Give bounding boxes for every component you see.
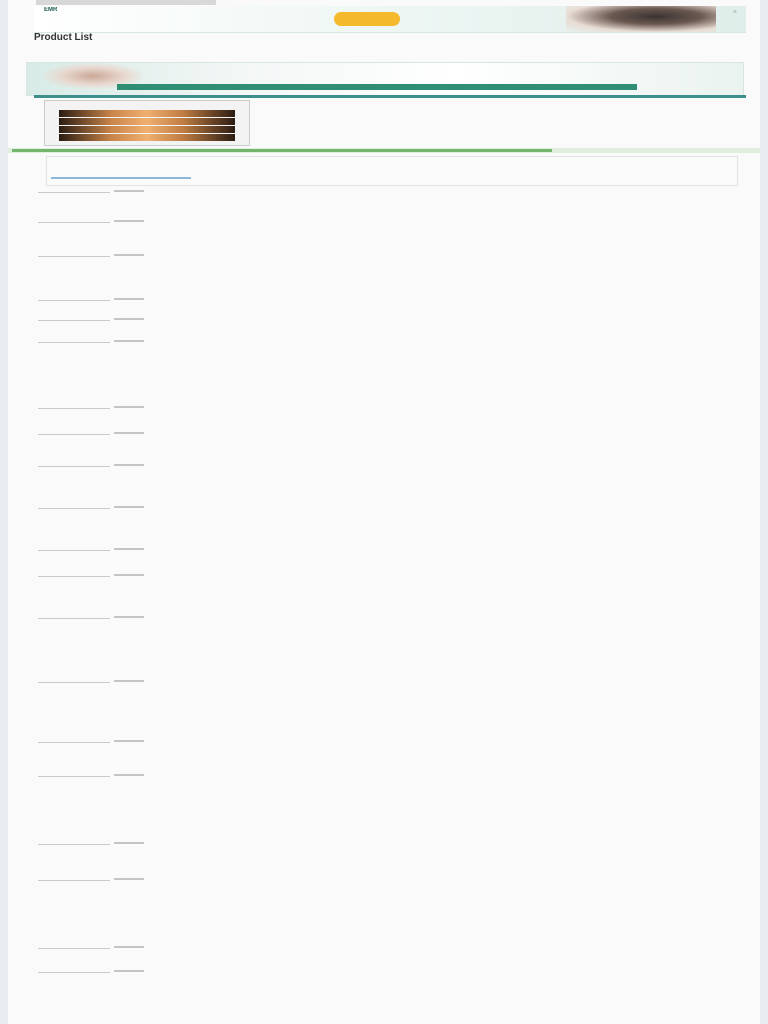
item-description bbox=[138, 942, 728, 960]
item-description bbox=[138, 428, 728, 458]
product-list bbox=[34, 186, 746, 1024]
banner-title bbox=[155, 69, 585, 83]
list-item[interactable] bbox=[34, 428, 746, 458]
search-panel[interactable] bbox=[46, 156, 738, 186]
list-item[interactable] bbox=[34, 294, 746, 312]
list-item[interactable] bbox=[34, 838, 746, 868]
page-title: Product List bbox=[34, 32, 93, 43]
item-description bbox=[138, 770, 728, 834]
list-item[interactable] bbox=[34, 942, 746, 960]
item-description bbox=[138, 838, 728, 868]
intro-text bbox=[34, 42, 724, 62]
list-item[interactable] bbox=[34, 502, 746, 542]
list-item[interactable] bbox=[34, 966, 746, 1022]
divider bbox=[34, 95, 746, 98]
item-description bbox=[138, 966, 728, 1022]
item-name[interactable] bbox=[38, 460, 110, 467]
promo-banner[interactable] bbox=[34, 6, 746, 33]
video-title bbox=[49, 102, 239, 108]
item-description bbox=[138, 612, 728, 672]
list-item[interactable] bbox=[34, 544, 746, 568]
promo-image bbox=[566, 6, 716, 32]
video-frame bbox=[59, 126, 235, 133]
item-name[interactable] bbox=[38, 428, 110, 435]
item-name[interactable] bbox=[38, 736, 110, 743]
list-item[interactable] bbox=[34, 460, 746, 498]
item-name[interactable] bbox=[38, 544, 110, 551]
item-description bbox=[138, 676, 728, 734]
promo-headline bbox=[44, 16, 304, 24]
item-name[interactable] bbox=[38, 186, 110, 193]
search-label bbox=[51, 159, 171, 165]
list-item[interactable] bbox=[34, 216, 746, 248]
item-name[interactable] bbox=[38, 502, 110, 509]
item-name[interactable] bbox=[38, 838, 110, 845]
video-frame bbox=[59, 134, 235, 141]
list-item[interactable] bbox=[34, 402, 746, 424]
item-name[interactable] bbox=[38, 250, 110, 257]
list-item[interactable] bbox=[34, 676, 746, 734]
item-description bbox=[138, 460, 728, 498]
item-name[interactable] bbox=[38, 770, 110, 777]
item-description bbox=[138, 570, 728, 610]
promo-logo: EMR bbox=[44, 7, 58, 13]
video-frame bbox=[59, 110, 235, 117]
item-name[interactable] bbox=[38, 612, 110, 619]
item-description bbox=[138, 502, 728, 542]
list-item[interactable] bbox=[34, 336, 746, 398]
list-item[interactable] bbox=[34, 186, 746, 216]
section-bar-fill bbox=[12, 149, 552, 152]
item-description bbox=[138, 874, 728, 938]
item-name[interactable] bbox=[38, 676, 110, 683]
item-description bbox=[138, 402, 728, 424]
close-icon[interactable]: × bbox=[732, 9, 738, 16]
item-description bbox=[138, 294, 728, 312]
item-description bbox=[138, 186, 728, 216]
item-name[interactable] bbox=[38, 314, 110, 321]
item-name[interactable] bbox=[38, 874, 110, 881]
item-name[interactable] bbox=[38, 402, 110, 409]
section-bar bbox=[8, 148, 760, 153]
video-description bbox=[266, 102, 736, 144]
search-progress bbox=[51, 177, 191, 179]
video-player[interactable] bbox=[44, 100, 250, 146]
item-name[interactable] bbox=[38, 216, 110, 223]
list-item[interactable] bbox=[34, 314, 746, 332]
list-item[interactable] bbox=[34, 570, 746, 610]
top-url bbox=[36, 0, 216, 5]
video-frame bbox=[59, 118, 235, 125]
list-item[interactable] bbox=[34, 736, 746, 768]
item-name[interactable] bbox=[38, 294, 110, 301]
item-name[interactable] bbox=[38, 570, 110, 577]
item-description bbox=[138, 250, 728, 292]
item-description bbox=[138, 336, 728, 398]
list-item[interactable] bbox=[34, 250, 746, 292]
promo-badge[interactable] bbox=[334, 12, 400, 26]
item-name[interactable] bbox=[38, 966, 110, 973]
list-item[interactable] bbox=[34, 612, 746, 672]
item-description bbox=[138, 314, 728, 332]
item-name[interactable] bbox=[38, 942, 110, 949]
hero-banner[interactable] bbox=[26, 62, 744, 96]
item-description bbox=[138, 216, 728, 248]
item-description bbox=[138, 736, 728, 768]
item-name[interactable] bbox=[38, 336, 110, 343]
page bbox=[8, 0, 760, 1024]
list-item[interactable] bbox=[34, 874, 746, 938]
item-description bbox=[138, 544, 728, 568]
list-item[interactable] bbox=[34, 770, 746, 834]
